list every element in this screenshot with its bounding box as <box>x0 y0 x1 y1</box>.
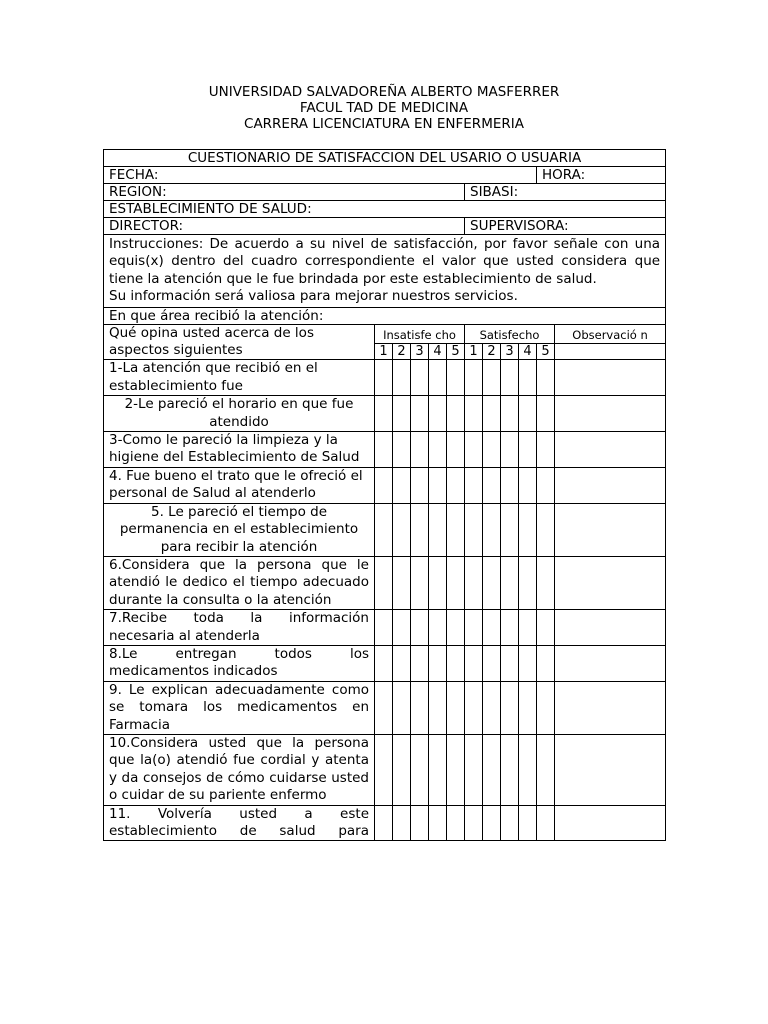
question-text: 4. Fue bueno el trato que le ofreció el personal de Salud al atenderlo <box>104 467 375 503</box>
rating-cell[interactable] <box>411 360 429 396</box>
rating-cell[interactable] <box>393 681 411 734</box>
rating-cell[interactable] <box>501 734 519 805</box>
rating-cell[interactable] <box>483 610 501 646</box>
establecimiento-field[interactable]: ESTABLECIMIENTO DE SALUD: <box>104 201 666 218</box>
rating-cell[interactable] <box>519 610 537 646</box>
observation-cell[interactable] <box>555 432 666 468</box>
career-name: CARRERA LICENCIATURA EN ENFERMERIA <box>244 116 524 132</box>
instructions-box <box>104 235 666 308</box>
question-row <box>104 556 666 609</box>
observation-cell[interactable] <box>555 556 666 609</box>
rating-cell[interactable] <box>429 360 447 396</box>
question-text: 11. Volvería usted a este establecimiento de salud para <box>104 805 375 841</box>
question-text: 10.Considera usted que la persona que la(o) atendió fue cordial y atenta y da consejos de cómo cuidarse usted o cuidar de su pariente enfermo <box>104 734 375 805</box>
rating-cell[interactable] <box>519 805 537 841</box>
question-row <box>104 805 666 841</box>
rating-cell[interactable] <box>411 610 429 646</box>
question-row <box>104 681 666 734</box>
observation-cell[interactable] <box>555 396 666 432</box>
rating-cell[interactable] <box>411 432 429 468</box>
scale-number: 5 <box>447 344 465 360</box>
rating-cell[interactable] <box>375 556 393 609</box>
satisfecho-header: Satisfecho <box>465 324 555 344</box>
rating-cell[interactable] <box>411 556 429 609</box>
scale-number: 5 <box>537 344 555 360</box>
scale-number: 4 <box>429 344 447 360</box>
rating-cell[interactable] <box>447 467 465 503</box>
rating-cell[interactable] <box>447 556 465 609</box>
rating-cell[interactable] <box>375 503 393 556</box>
rating-cell[interactable] <box>393 467 411 503</box>
rating-cell[interactable] <box>483 681 501 734</box>
rating-cell[interactable] <box>375 467 393 503</box>
rating-cell[interactable] <box>483 734 501 805</box>
rating-cell[interactable] <box>501 681 519 734</box>
rating-cell[interactable] <box>501 503 519 556</box>
insatisfecho-header: Insatisfe cho <box>375 324 465 344</box>
rating-cell[interactable] <box>501 556 519 609</box>
rating-cell[interactable] <box>375 734 393 805</box>
scale-number: 2 <box>483 344 501 360</box>
question-text: 2-Le pareció el horario en que fue atendido <box>104 396 375 432</box>
rating-cell[interactable] <box>537 432 555 468</box>
rating-cell[interactable] <box>447 503 465 556</box>
hora-field[interactable]: HORA: <box>537 167 666 184</box>
question-text: 1-La atención que recibió en el establecimiento fue <box>104 360 375 396</box>
rating-cell[interactable] <box>393 610 411 646</box>
rating-cell[interactable] <box>465 681 483 734</box>
faculty-name: FACUL TAD DE MEDICINA <box>299 100 469 116</box>
scale-number: 1 <box>375 344 393 360</box>
instructions-text: Instrucciones: De acuerdo a su nivel de satisfacción, por favor señale con una equis(x) dentro del cuadro correspondiente el valor que usted considera que tiene la atención que le fue brindada por este establecimiento de salud. <box>109 236 661 287</box>
rating-cell[interactable] <box>537 805 555 841</box>
rating-cell[interactable] <box>429 503 447 556</box>
rating-cell[interactable] <box>375 396 393 432</box>
director-field[interactable]: DIRECTOR: <box>104 218 465 235</box>
rating-cell[interactable] <box>519 396 537 432</box>
area-field[interactable]: En que área recibió la atención: <box>104 307 666 324</box>
rating-cell[interactable] <box>429 681 447 734</box>
question-text: 8.Le entregan todos los medicamentos indicados <box>104 645 375 681</box>
question-column-header: Qué opina usted acerca de los aspectos siguientes <box>104 324 375 360</box>
rating-cell[interactable] <box>375 805 393 841</box>
rating-cell[interactable] <box>537 396 555 432</box>
rating-cell[interactable] <box>465 645 483 681</box>
rating-cell[interactable] <box>537 503 555 556</box>
scale-number: 3 <box>501 344 519 360</box>
rating-cell[interactable] <box>519 556 537 609</box>
rating-cell[interactable] <box>483 467 501 503</box>
sibasi-field[interactable]: SIBASI: <box>465 184 666 201</box>
rating-cell[interactable] <box>519 734 537 805</box>
rating-cell[interactable] <box>447 681 465 734</box>
rating-cell[interactable] <box>501 610 519 646</box>
rating-cell[interactable] <box>483 556 501 609</box>
information-note: Su información será valiosa para mejorar nuestros servicios. <box>109 288 518 305</box>
observation-cell[interactable] <box>555 503 666 556</box>
observation-cell[interactable] <box>555 467 666 503</box>
supervisora-field[interactable]: SUPERVISORA: <box>465 218 666 235</box>
rating-cell[interactable] <box>537 467 555 503</box>
rating-cell[interactable] <box>447 734 465 805</box>
rating-cell[interactable] <box>429 467 447 503</box>
rating-cell[interactable] <box>429 396 447 432</box>
rating-cell[interactable] <box>429 432 447 468</box>
rating-cell[interactable] <box>465 360 483 396</box>
observation-cell[interactable] <box>555 805 666 841</box>
rating-cell[interactable] <box>537 681 555 734</box>
rating-cell[interactable] <box>429 610 447 646</box>
scale-number: 1 <box>465 344 483 360</box>
observation-cell[interactable] <box>555 734 666 805</box>
rating-cell[interactable] <box>501 432 519 468</box>
rating-cell[interactable] <box>411 681 429 734</box>
rating-cell[interactable] <box>465 467 483 503</box>
rating-cell[interactable] <box>519 432 537 468</box>
rating-cell[interactable] <box>429 645 447 681</box>
satisfaction-form-table <box>103 149 666 841</box>
rating-cell[interactable] <box>501 360 519 396</box>
region-field[interactable]: REGION: <box>104 184 465 201</box>
rating-cell[interactable] <box>447 360 465 396</box>
question-row <box>104 467 666 503</box>
rating-cell[interactable] <box>501 467 519 503</box>
question-row <box>104 645 666 681</box>
fecha-field[interactable]: FECHA: <box>104 167 537 184</box>
rating-cell[interactable] <box>465 805 483 841</box>
rating-cell[interactable] <box>501 396 519 432</box>
rating-cell[interactable] <box>501 645 519 681</box>
observation-cell[interactable] <box>555 681 666 734</box>
rating-cell[interactable] <box>375 681 393 734</box>
rating-cell[interactable] <box>393 556 411 609</box>
question-text: 3-Como le pareció la limpieza y la higiene del Establecimiento de Salud <box>104 432 375 468</box>
rating-cell[interactable] <box>393 360 411 396</box>
rating-cell[interactable] <box>465 734 483 805</box>
rating-cell[interactable] <box>411 734 429 805</box>
question-row <box>104 396 666 432</box>
question-row <box>104 734 666 805</box>
rating-cell[interactable] <box>537 610 555 646</box>
rating-cell[interactable] <box>483 396 501 432</box>
question-row <box>104 610 666 646</box>
rating-cell[interactable] <box>411 503 429 556</box>
rating-cell[interactable] <box>429 734 447 805</box>
rating-cell[interactable] <box>519 645 537 681</box>
rating-cell[interactable] <box>483 645 501 681</box>
rating-cell[interactable] <box>411 805 429 841</box>
observation-cell[interactable] <box>555 360 666 396</box>
question-text: 6.Considera que la persona que le atendió le dedico el tiempo adecuado durante la consulta o la atención <box>104 556 375 609</box>
university-name: UNIVERSIDAD SALVADOREÑA ALBERTO MASFERRER <box>208 84 560 100</box>
rating-cell[interactable] <box>375 645 393 681</box>
rating-cell[interactable] <box>465 610 483 646</box>
rating-cell[interactable] <box>519 681 537 734</box>
rating-cell[interactable] <box>393 805 411 841</box>
scale-number: 2 <box>393 344 411 360</box>
rating-cell[interactable] <box>465 556 483 609</box>
rating-cell[interactable] <box>447 805 465 841</box>
rating-cell[interactable] <box>375 610 393 646</box>
observacion-header: Observació n <box>555 324 666 344</box>
rating-cell[interactable] <box>537 556 555 609</box>
rating-cell[interactable] <box>393 645 411 681</box>
rating-cell[interactable] <box>375 432 393 468</box>
observation-cell[interactable] <box>555 645 666 681</box>
rating-cell[interactable] <box>537 360 555 396</box>
rating-cell[interactable] <box>519 503 537 556</box>
rating-cell[interactable] <box>375 360 393 396</box>
rating-cell[interactable] <box>483 360 501 396</box>
rating-cell[interactable] <box>393 503 411 556</box>
rating-cell[interactable] <box>465 432 483 468</box>
rating-cell[interactable] <box>411 645 429 681</box>
question-row <box>104 503 666 556</box>
observacion-scale-blank <box>555 344 666 360</box>
rating-cell[interactable] <box>483 503 501 556</box>
rating-cell[interactable] <box>411 396 429 432</box>
rating-cell[interactable] <box>501 805 519 841</box>
question-text: 7.Recibe toda la información necesaria al atenderla <box>104 610 375 646</box>
rating-cell[interactable] <box>411 467 429 503</box>
rating-cell[interactable] <box>465 396 483 432</box>
scale-number: 3 <box>411 344 429 360</box>
rating-cell[interactable] <box>393 734 411 805</box>
question-row <box>104 432 666 468</box>
rating-cell[interactable] <box>447 610 465 646</box>
rating-cell[interactable] <box>429 556 447 609</box>
rating-cell[interactable] <box>483 432 501 468</box>
rating-cell[interactable] <box>429 805 447 841</box>
rating-cell[interactable] <box>447 396 465 432</box>
question-text: 9. Le explican adecuadamente como se tomara los medicamentos en Farmacia <box>104 681 375 734</box>
form-title: CUESTIONARIO DE SATISFACCION DEL USARIO O USUARIA <box>104 150 666 167</box>
observation-cell[interactable] <box>555 610 666 646</box>
rating-cell[interactable] <box>483 805 501 841</box>
rating-cell[interactable] <box>519 360 537 396</box>
question-text: 5. Le pareció el tiempo de permanencia en el establecimiento para recibir la atención <box>104 503 375 556</box>
rating-cell[interactable] <box>447 645 465 681</box>
question-row <box>104 360 666 396</box>
rating-cell[interactable] <box>393 432 411 468</box>
document-header <box>0 84 768 132</box>
rating-cell[interactable] <box>519 467 537 503</box>
rating-cell[interactable] <box>465 503 483 556</box>
rating-cell[interactable] <box>393 396 411 432</box>
scale-number: 4 <box>519 344 537 360</box>
rating-cell[interactable] <box>447 432 465 468</box>
rating-cell[interactable] <box>537 645 555 681</box>
rating-cell[interactable] <box>537 734 555 805</box>
